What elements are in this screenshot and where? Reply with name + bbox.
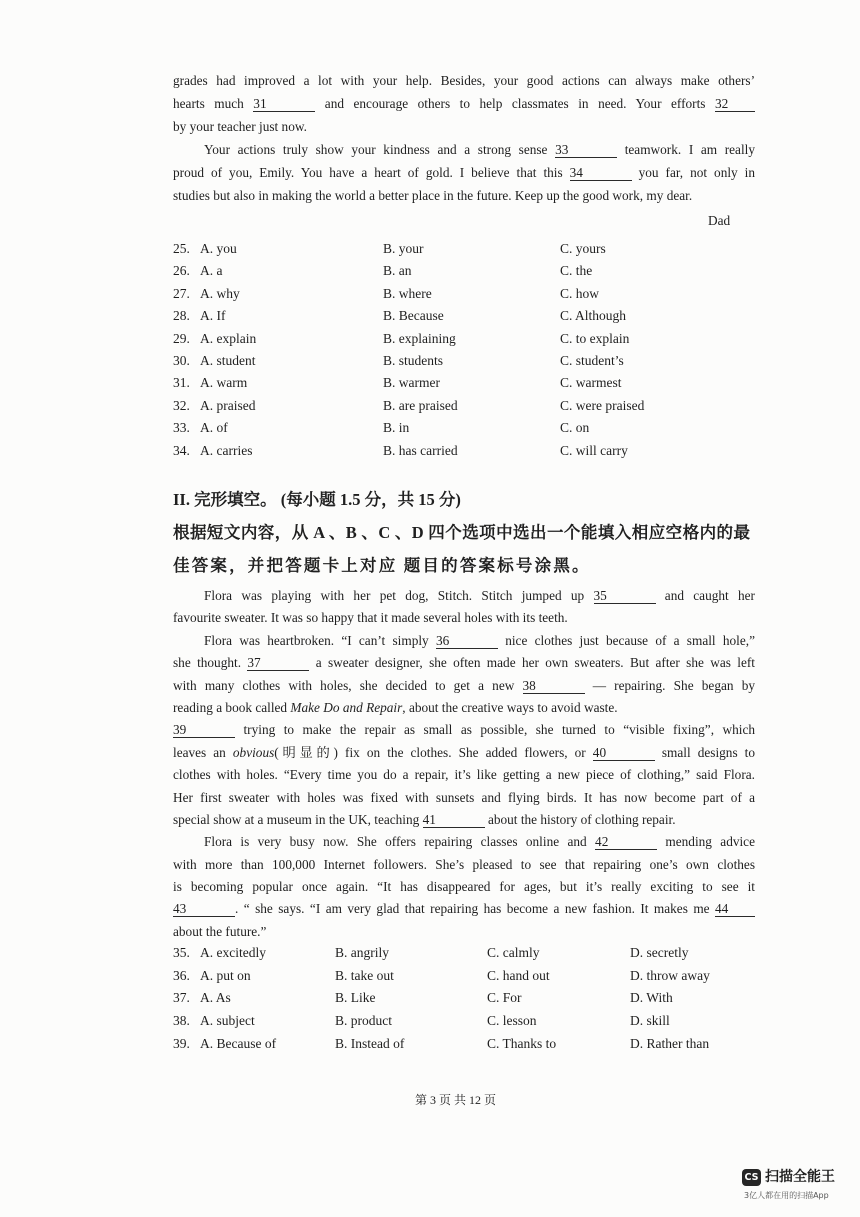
text-run: with many clothes with holes, she decided to get a new: [173, 677, 523, 693]
option-c: C. Although: [560, 308, 627, 324]
text-line: [173, 719, 755, 741]
passage-paragraph: [173, 585, 755, 630]
question-row: [173, 260, 755, 282]
option-b: B. Instead of: [335, 1035, 405, 1051]
option-b: B. explaining: [383, 330, 456, 346]
cs-logo: CS: [742, 1169, 761, 1186]
option-b: B. has carried: [383, 442, 458, 458]
option-c: C. yours: [560, 241, 606, 256]
question-number: 33.: [173, 420, 190, 436]
text-run: — repairing. She began by: [584, 677, 755, 693]
question-number: 32.: [173, 397, 190, 413]
option-a: A. Because of: [200, 1035, 277, 1051]
text-line: [173, 876, 755, 898]
text-run: special show at a museum in the UK, teaching: [173, 811, 423, 827]
option-d: D. skill: [630, 1013, 670, 1029]
option-a: A. subject: [200, 1013, 255, 1029]
question-row: [173, 965, 755, 988]
option-c: C. were praised: [560, 397, 645, 413]
option-b: B. your: [383, 241, 424, 256]
text-run: favourite sweater. It was so happy that it made several holes with its teeth.: [173, 610, 568, 626]
option-b: B. students: [383, 352, 444, 368]
text-run: and caught her: [655, 588, 755, 603]
answer-blank: 42: [595, 835, 657, 850]
text-line: [173, 92, 755, 115]
text-run: Flora is very busy now. She offers repairing classes online and: [204, 834, 596, 850]
text-run: (明显的) fix on the clothes. She added flowers, or: [274, 744, 593, 760]
text-line: [173, 184, 755, 207]
question-row: [173, 395, 755, 417]
text-run: by your teacher just now.: [173, 119, 307, 134]
answer-blank: 35: [594, 589, 656, 604]
question-row: [173, 372, 755, 394]
question-number: 26.: [173, 263, 190, 279]
option-a: A. If: [200, 308, 226, 324]
option-b: B. an: [383, 263, 412, 279]
text-line: [173, 115, 755, 138]
option-d: D. With: [630, 990, 673, 1006]
option-b: B. warmer: [383, 375, 440, 391]
answer-blank: 36: [436, 634, 498, 649]
text-run: and encourage others to help classmates in need. Your efforts: [315, 96, 715, 111]
text-run: trying to make the repair as small as possible, she turned to “visible fixing”, which: [235, 722, 755, 738]
option-b: B. are praised: [383, 397, 458, 413]
page-number: 第 3 页 共 12 页: [415, 1093, 497, 1107]
answer-blank: 43: [173, 902, 235, 917]
text-run: with more than 100,000 Internet followers. She’s pleased to see that repairing one’s own clothes: [173, 856, 755, 872]
text-line: [173, 809, 755, 831]
question-row: [173, 942, 755, 965]
italic-text: Make Do and Repair: [290, 699, 403, 715]
answer-blank: 34: [570, 166, 632, 181]
text-line: [173, 630, 755, 652]
option-a: A. why: [200, 285, 240, 301]
text-line: [173, 921, 755, 943]
text-line: [173, 787, 755, 809]
option-c: C. calmly: [487, 945, 540, 960]
question-number: 27.: [173, 285, 190, 301]
option-a: A. of: [200, 420, 228, 436]
option-c: C. warmest: [560, 375, 622, 391]
question-row: [173, 283, 755, 305]
option-a: A. carries: [200, 442, 253, 458]
text-run: small designs to: [654, 744, 756, 760]
text-line: [173, 831, 755, 853]
option-c: C. student’s: [560, 352, 624, 368]
option-b: B. Like: [335, 990, 376, 1006]
question-number: 28.: [173, 308, 190, 324]
text-run: clothes with holes. “Every time you do a repair, it’s like getting a new piece of clothing,” said Flora.: [173, 767, 755, 783]
text-run: reading a book called: [173, 699, 291, 715]
text-run: hearts much: [173, 96, 254, 111]
option-a: A. put on: [200, 967, 251, 983]
text-line: [173, 69, 755, 92]
cloze-passage: [173, 585, 755, 943]
option-d: D. throw away: [630, 967, 710, 983]
text-line: [173, 675, 755, 697]
answer-blank: 39: [173, 723, 235, 738]
question-options-list: [173, 238, 755, 462]
option-a: A. As: [200, 990, 231, 1006]
answer-blank: 32: [715, 97, 755, 112]
text-run: a sweater designer, she often made her own sweaters. But after she was left: [309, 655, 755, 671]
letter-paragraph: [173, 69, 755, 138]
question-number: 39.: [173, 1035, 190, 1051]
question-number: 29.: [173, 330, 190, 346]
passage-paragraph: [173, 719, 755, 831]
question-number: 38.: [173, 1013, 190, 1029]
option-a: A. excitedly: [200, 945, 266, 960]
option-d: D. secretly: [630, 945, 689, 960]
text-line: [173, 742, 755, 764]
question-number: 37.: [173, 990, 190, 1006]
answer-blank: 41: [423, 813, 485, 828]
question-number: 36.: [173, 967, 190, 983]
question-row: [173, 350, 755, 372]
question-row: [173, 987, 755, 1010]
text-line: [173, 652, 755, 674]
text-run: about the history of clothing repair.: [484, 811, 676, 827]
text-run: teamwork. I am really: [617, 142, 755, 157]
option-a: A. student: [200, 352, 256, 368]
option-c: C. Thanks to: [487, 1035, 557, 1051]
option-c: C. lesson: [487, 1013, 537, 1029]
letter-paragraph: [173, 138, 755, 207]
text-run: nice clothes just because of a small hole,”: [497, 632, 755, 648]
text-run: . “ she says. “I am very glad that repairing has become a new fashion. It makes me: [235, 901, 715, 917]
question-options-list: [173, 942, 755, 1055]
option-c: C. will carry: [560, 442, 628, 458]
text-line: [173, 697, 755, 719]
text-line: [173, 161, 755, 184]
answer-blank: 44: [715, 902, 755, 917]
question-number: 30.: [173, 352, 190, 368]
option-b: B. where: [383, 285, 432, 301]
question-number: 35.: [173, 945, 190, 960]
question-row: [173, 1010, 755, 1033]
passage-paragraph: [173, 831, 755, 943]
text-line: [173, 764, 755, 786]
question-number: 31.: [173, 375, 190, 391]
option-a: A. warm: [200, 375, 248, 391]
option-c: C. For: [487, 990, 522, 1006]
letter-section: [173, 69, 755, 207]
text-line: [173, 607, 755, 629]
option-b: B. Because: [383, 308, 444, 324]
question-row: [173, 238, 755, 260]
section-instructions: [173, 516, 750, 582]
text-run: , about the creative ways to avoid waste.: [402, 699, 618, 715]
text-run: Her first sweater with holes was fixed with sunsets and flying birds. It has now become part of a: [173, 789, 755, 805]
option-c: C. the: [560, 263, 593, 279]
scanner-app-tagline: 3亿人都在用的扫描App: [744, 1191, 829, 1200]
option-a: A. a: [200, 263, 223, 279]
option-d: D. Rather than: [630, 1035, 710, 1051]
option-b: B. take out: [335, 967, 394, 983]
question-row: [173, 440, 755, 462]
option-a: A. you: [200, 241, 237, 256]
text-run: you far, not only in: [631, 165, 756, 180]
text-line: [173, 898, 755, 920]
text-run: Flora was heartbroken. “I can’t simply: [204, 632, 436, 648]
text-run: proud of you, Emily. You have a heart of gold. I believe that this: [173, 165, 570, 180]
option-c: C. how: [560, 285, 600, 301]
section-title: II. 完形填空。 (每小题 1.5 分，共 15 分): [173, 490, 461, 509]
option-c: C. to explain: [560, 330, 630, 346]
scanner-app-name: 扫描全能王: [765, 1169, 835, 1185]
instruction-line: 佳答案，并把答题卡上对应 题目的答案标号涂黑。: [173, 556, 591, 575]
text-run: Your actions truly show your kindness and a strong sense: [204, 142, 556, 157]
text-run: Flora was playing with her pet dog, Stitch. Stitch jumped up: [204, 588, 594, 603]
option-c: C. on: [560, 420, 590, 436]
question-row: [173, 328, 755, 350]
question-number: 34.: [173, 442, 190, 458]
text-run: about the future.”: [173, 923, 267, 939]
option-b: B. product: [335, 1013, 392, 1029]
question-number: 25.: [173, 241, 190, 256]
text-line: [173, 854, 755, 876]
text-line: [173, 585, 755, 607]
answer-blank: 31: [253, 97, 315, 112]
option-b: B. in: [383, 420, 410, 436]
italic-text: obvious: [232, 744, 275, 760]
option-b: B. angrily: [335, 945, 389, 960]
answer-blank: 38: [523, 679, 585, 694]
question-row: [173, 417, 755, 439]
option-c: C. hand out: [487, 967, 550, 983]
answer-blank: 37: [247, 656, 309, 671]
instruction-line: 根据短文内容，从 A 、B 、C 、D 四个选项中选出一个能填入相应空格内的最: [173, 523, 750, 542]
text-run: leaves an: [173, 744, 233, 760]
option-a: A. explain: [200, 330, 257, 346]
text-run: she thought.: [173, 655, 248, 671]
passage-paragraph: [173, 630, 755, 720]
answer-blank: 33: [555, 143, 617, 158]
letter-signature: Dad: [708, 213, 731, 228]
text-run: is becoming popular once again. “It has disappeared for ages, but it’s really exciting to see it: [173, 879, 755, 895]
text-run: grades had improved a lot with your help. Besides, your good actions can always make others’: [173, 73, 755, 88]
option-a: A. praised: [200, 397, 256, 413]
text-line: [173, 138, 755, 161]
question-row: [173, 1033, 755, 1056]
question-row: [173, 305, 755, 327]
text-run: mending advice: [657, 834, 755, 850]
text-run: studies but also in making the world a better place in the future. Keep up the good work, my dear.: [173, 188, 693, 203]
answer-blank: 40: [593, 746, 655, 761]
